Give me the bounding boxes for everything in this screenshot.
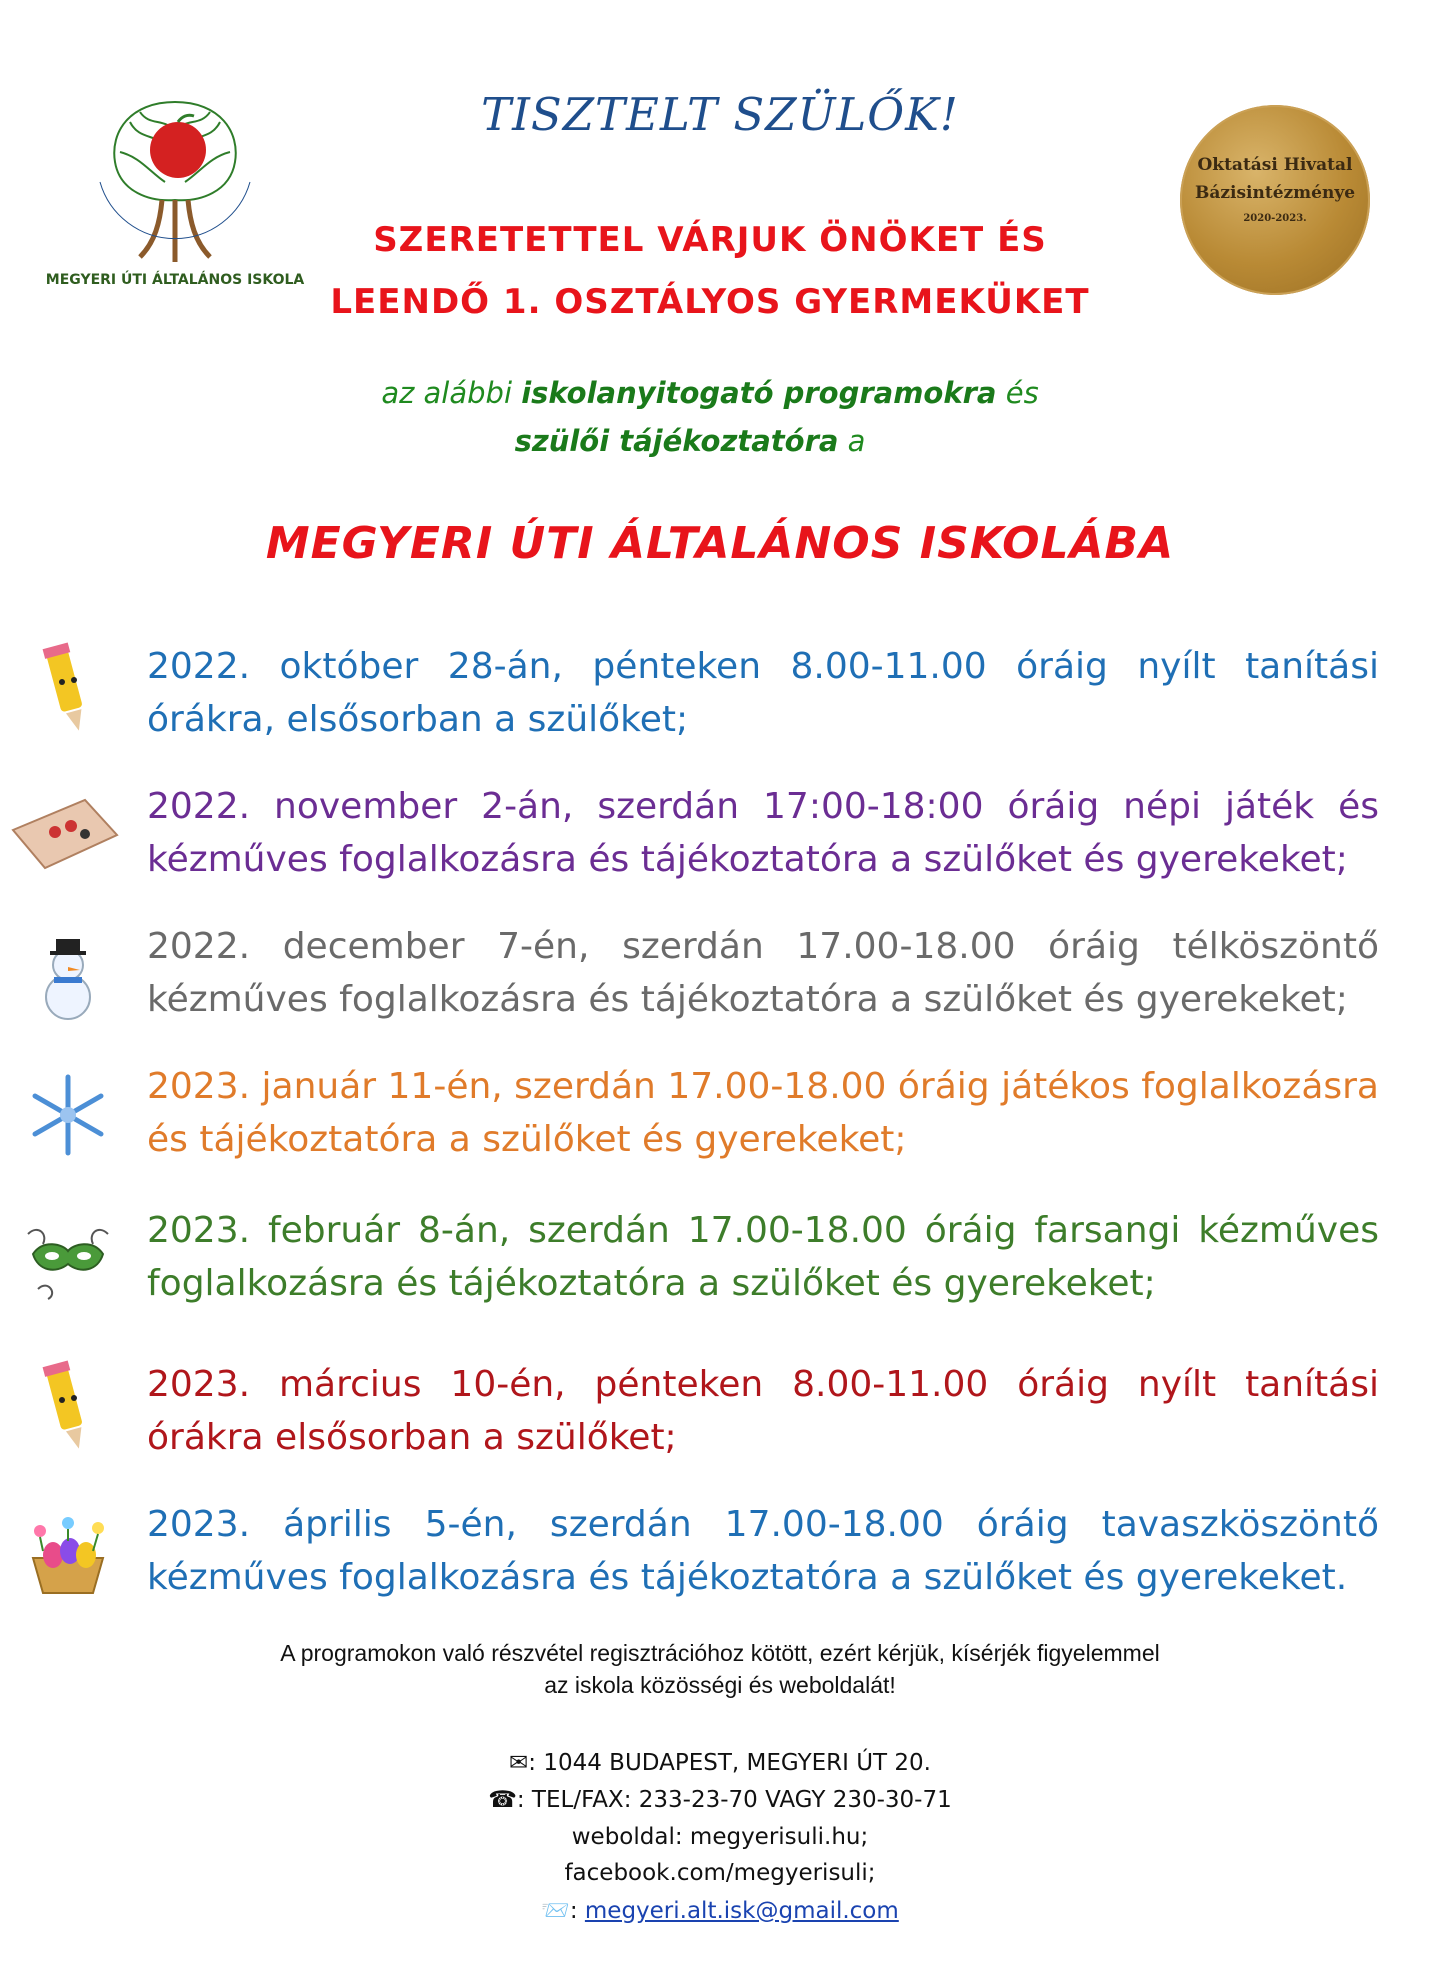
event-text: 2023. február 8-án, szerdán 17.00-18.00 óráig farsangi kézműves foglalkozásra és tájékoztatóra a szülőket és gyerekeket; xyxy=(147,1210,1379,1304)
greeting-title: TISZTELT SZÜLŐK! xyxy=(481,88,959,141)
sub1-pre: az alábbi xyxy=(381,376,512,410)
facebook: facebook.com/megyerisuli; xyxy=(564,1860,876,1886)
invitation-line1: SZERETETTEL VÁRJUK ÖNÖKET ÉS xyxy=(373,220,1047,260)
event-text: 2023. április 5-én, szerdán 17.00-18.00 óráig tavaszköszöntő kézműves foglalkozásra és tájékoztatóra a szülőket és gyerekeket. xyxy=(147,1504,1379,1598)
pencil-icon xyxy=(18,640,118,740)
email-link[interactable]: megyeri.alt.isk@gmail.com xyxy=(584,1898,899,1924)
easter-basket-icon xyxy=(18,1503,118,1603)
mail-icon: 📨 xyxy=(541,1898,570,1924)
address xyxy=(300,1750,1140,1776)
invitation-line2: LEENDŐ 1. OSZTÁLYOS GYERMEKÜKET xyxy=(330,282,1090,322)
oktatasi-hivatal-badge xyxy=(1180,105,1370,295)
event-text: 2022. december 7-én, szerdán 17.00-18.00 óráig télköszöntő kézműves foglalkozásra és tájékoztatóra a szülőket és gyerekeket; xyxy=(147,926,1379,1020)
snowflake-icon xyxy=(18,1065,118,1165)
invitation-sub2 xyxy=(180,424,1200,458)
badge-line2: Bázisintézménye xyxy=(1194,183,1356,203)
school-name: MEGYERI ÚTI ÁLTALÁNOS ISKOLÁBA xyxy=(265,518,1175,569)
sub1-post: és xyxy=(1005,376,1039,410)
craft-board-icon xyxy=(5,780,123,880)
sub2-bold: szülői tájékoztatóra xyxy=(514,424,839,458)
event-text: 2022. november 2-án, szerdán 17:00-18:00 óráig népi játék és kézműves foglalkozásra és tájékoztatóra a szülőket és gyerekeket; xyxy=(147,786,1379,880)
badge-years: 2020-2023. xyxy=(1243,213,1307,224)
sub1-bold: iskolanyitogató programokra xyxy=(521,376,997,410)
snowman-icon xyxy=(18,925,118,1025)
event-text: 2023. március 10-én, pénteken 8.00-11.00 óráig nyílt tanítási órákra elsősorban a szülőket; xyxy=(147,1364,1379,1458)
phone-icon: ☎ xyxy=(488,1787,517,1813)
envelope-icon: ✉ xyxy=(509,1750,529,1776)
pencil-icon xyxy=(18,1358,118,1458)
invitation-sub1 xyxy=(200,376,1220,410)
badge-line1: Oktatási Hivatal xyxy=(1197,155,1353,175)
email: 📨: megyeri.alt.isk@gmail.com xyxy=(541,1898,899,1924)
carnival-mask-icon xyxy=(18,1209,118,1309)
phone xyxy=(300,1787,1140,1813)
address-text: : 1044 BUDAPEST, MEGYERI ÚT 20. xyxy=(528,1750,931,1776)
sub2-post: a xyxy=(847,424,866,458)
registration-note-line2: az iskola közösségi és weboldalát! xyxy=(544,1672,896,1698)
website: weboldal: megyerisuli.hu; xyxy=(571,1824,869,1850)
svg-text:MEGYERI ÚTI ÁLTALÁNOS ISKOLA: MEGYERI ÚTI ÁLTALÁNOS ISKOLA xyxy=(45,272,305,288)
event-text: 2022. október 28-án, pénteken 8.00-11.00 óráig nyílt tanítási órákra, elsősorban a szülőket; xyxy=(147,646,1379,740)
phone-text: : TEL/FAX: 233-23-70 VAGY 230-30-71 xyxy=(516,1787,952,1813)
event-text: 2023. január 11-én, szerdán 17.00-18.00 óráig játékos foglalkozásra és tájékoztatóra a szülőket és gyerekeket; xyxy=(147,1066,1379,1160)
registration-note: A programokon való részvétel regisztrációhoz kötött, ezért kérjük, kísérjék figyelemmel xyxy=(280,1640,1160,1666)
